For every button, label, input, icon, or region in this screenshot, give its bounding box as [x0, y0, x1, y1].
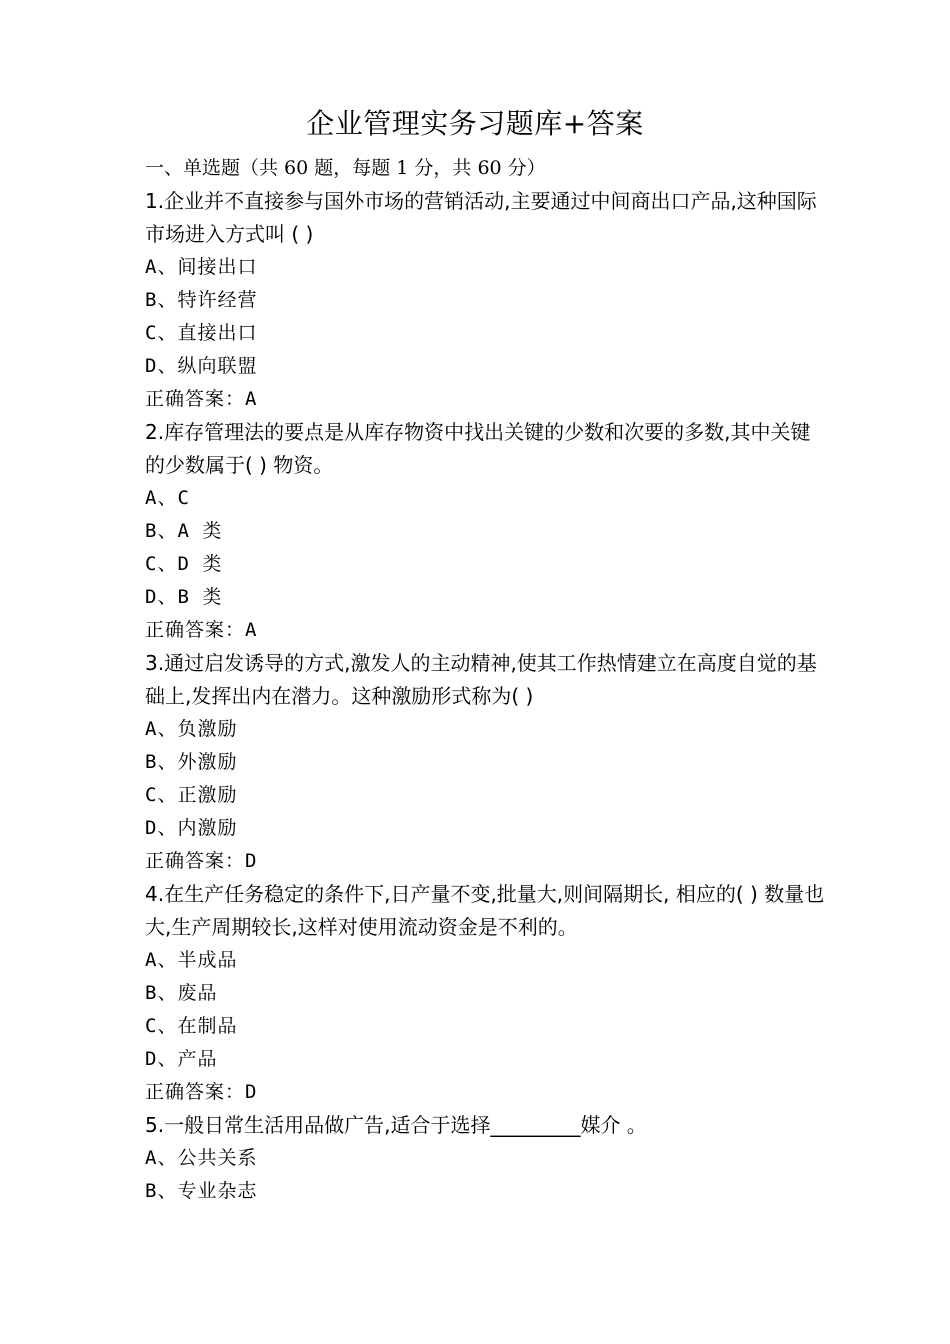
option-d: D、内激励 — [145, 817, 238, 839]
correct-answer: 正确答案：D — [145, 850, 258, 872]
option-b: B、外激励 — [145, 751, 238, 773]
question-2 — [145, 416, 825, 647]
option-b: B、专业杂志 — [145, 1180, 258, 1202]
option-a: A、负激励 — [145, 718, 238, 740]
option-a: A、半成品 — [145, 949, 238, 971]
option-d: D、纵向联盟 — [145, 355, 258, 377]
question-3 — [145, 647, 825, 878]
option-c: C、正激励 — [145, 784, 238, 806]
option-b: B、A 类 — [145, 520, 223, 542]
option-d: D、产品 — [145, 1048, 218, 1070]
document-title: 企业管理实务习题库+答案 — [306, 107, 644, 140]
question-text: 4.在生产任务稳定的条件下,日产量不变,批量大,则间隔期长, 相应的( ) 数量也大,生产周期较长,这样对使用流动资金是不利的。 — [145, 882, 825, 939]
document-body — [145, 152, 825, 1208]
option-a: A、公共关系 — [145, 1147, 258, 1169]
correct-answer: 正确答案：A — [145, 388, 258, 410]
option-a: A、C — [145, 487, 190, 509]
correct-answer: 正确答案：D — [145, 1081, 258, 1103]
question-text: 5.一般日常生活用品做广告,适合于选择_________媒介 。 — [145, 1113, 647, 1137]
option-c: C、直接出口 — [145, 322, 258, 344]
question-text: 1.企业并不直接参与国外市场的营销活动,主要通过中间商出口产品,这种国际市场进入方式叫 ( ) — [145, 189, 817, 246]
question-1 — [145, 185, 825, 416]
option-a: A、间接出口 — [145, 256, 258, 278]
option-c: C、D 类 — [145, 553, 223, 575]
correct-answer: 正确答案：A — [145, 619, 258, 641]
option-c: C、在制品 — [145, 1015, 238, 1037]
option-d: D、B 类 — [145, 586, 223, 608]
question-text: 2.库存管理法的要点是从库存物资中找出关键的少数和次要的多数,其中关键的少数属于( ) 物资。 — [145, 420, 811, 477]
question-4 — [145, 878, 825, 1109]
question-5 — [145, 1109, 825, 1208]
option-b: B、特许经营 — [145, 289, 258, 311]
section-heading: 一、单选题（共 60 题，每题 1 分，共 60 分） — [145, 157, 546, 179]
option-b: B、废品 — [145, 982, 218, 1004]
question-text: 3.通过启发诱导的方式,激发人的主动精神,使其工作热情建立在高度自觉的基础上,发挥出内在潜力。这种激励形式称为( ) — [145, 651, 817, 708]
